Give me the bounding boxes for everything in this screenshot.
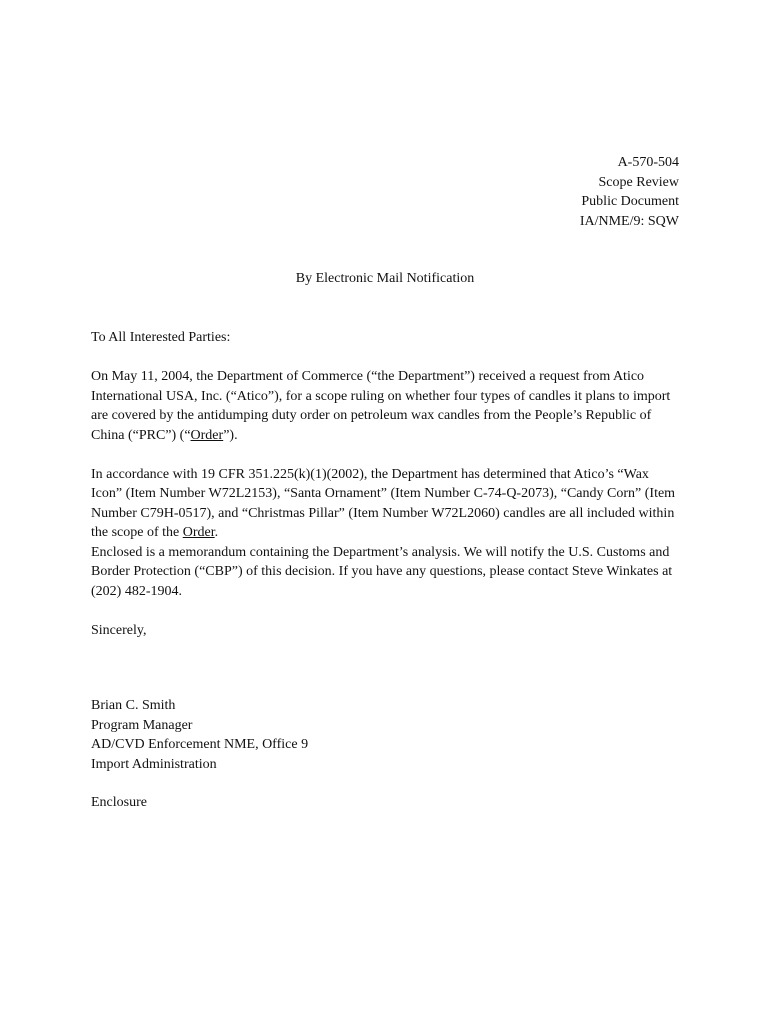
delivery-notice: By Electronic Mail Notification — [295, 271, 475, 286]
signer-office: AD/CVD Enforcement NME, Office 9 — [91, 737, 309, 752]
document-header — [580, 153, 679, 231]
order-reference: Order — [182, 525, 215, 540]
signer-title: Program Manager — [91, 717, 193, 733]
paragraph-determination-text: In accordance with 19 CFR 351.225(k)(1)(2002), the Department has determined that Atico’s “Wax Icon” (Item Number W72L2153), “Santa Ornament” (Item Number C-74-Q-2073), “Candy Corn” (Item Number C79H-0517), and “Christmas Pillar” (Item Number W72L2060) candles are all included within the scope of the — [91, 466, 676, 540]
paragraph-enclosure: Enclosed is a memorandum containing the Department’s analysis. We will notify the U.S. Customs and Border Protection (“CBP”) of this decision. If you have any questions, please contact Steve Winkates at (202) 482-1904. — [91, 544, 673, 599]
letter-body — [91, 328, 681, 660]
paragraph-request — [91, 367, 681, 445]
document-type: Public Document — [581, 194, 679, 209]
signer-division: Import Administration — [91, 756, 217, 772]
case-number: A-570-504 — [617, 155, 679, 170]
salutation: To All Interested Parties: — [91, 330, 231, 345]
order-reference: Order — [190, 427, 224, 443]
review-type: Scope Review — [598, 174, 679, 190]
enclosure-note: Enclosure — [91, 795, 147, 810]
paragraph-determination-end: . — [214, 525, 219, 540]
signer-name: Brian C. Smith — [91, 698, 176, 713]
paragraph-request-text: On May 11, 2004, the Department of Commerce (“the Department”) received a request from Atico International USA, Inc. (“Atico”), for a scope ruling on whether four types of candles it plans to import are covered by the antidumping duty order on petroleum wax candles from the People’s Republic of China (“PRC”) (“ — [91, 369, 671, 443]
closing: Sincerely, — [91, 622, 147, 638]
signature-block — [91, 696, 308, 774]
paragraph-request-end: ”). — [223, 427, 238, 443]
office-code: IA/NME/9: SQW — [579, 213, 679, 229]
paragraph-determination — [91, 465, 681, 543]
